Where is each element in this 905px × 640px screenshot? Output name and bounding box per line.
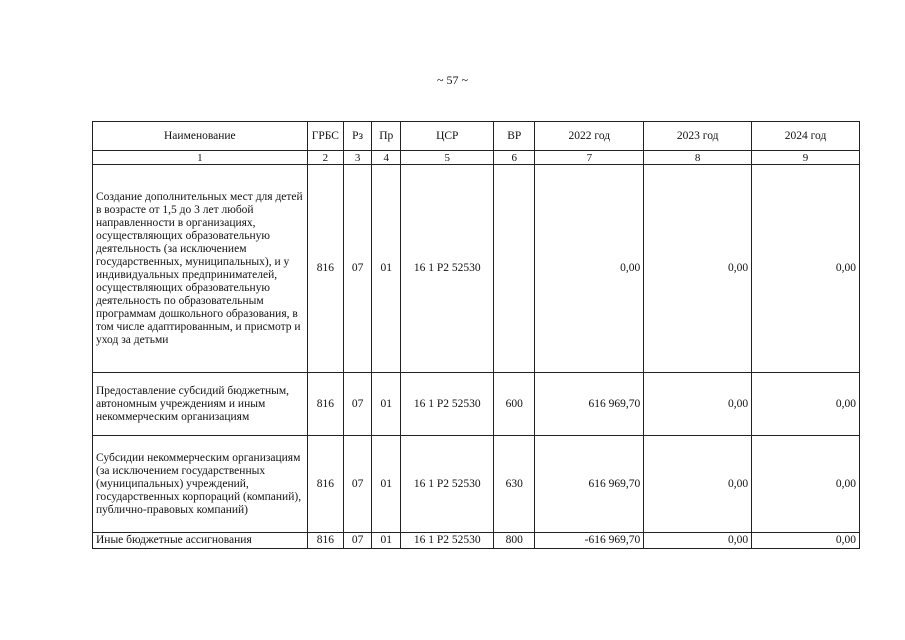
row-2023: 0,00 <box>644 373 752 436</box>
row-pr: 01 <box>372 533 401 549</box>
row-vr: 600 <box>494 373 535 436</box>
row-csr: 16 1 P2 52530 <box>401 436 494 533</box>
column-number: 9 <box>752 151 860 165</box>
column-number: 4 <box>372 151 401 165</box>
budget-table <box>92 121 860 549</box>
row-rz: 07 <box>343 373 371 436</box>
row-pr: 01 <box>372 436 401 533</box>
header-2024: 2024 год <box>752 122 860 151</box>
column-number: 8 <box>644 151 752 165</box>
row-2022: 616 969,70 <box>535 436 644 533</box>
row-rz: 07 <box>343 533 371 549</box>
header-name: Наименование <box>93 122 308 151</box>
page-number: ~ 57 ~ <box>437 73 468 87</box>
table-header-row <box>93 122 860 151</box>
row-csr: 16 1 P2 52530 <box>401 165 494 373</box>
header-pr: Пр <box>372 122 401 151</box>
row-vr: 630 <box>494 436 535 533</box>
row-2024: 0,00 <box>752 533 860 549</box>
row-rz: 07 <box>343 436 371 533</box>
column-number-row <box>93 151 860 165</box>
row-pr: 01 <box>372 165 401 373</box>
column-number: 3 <box>343 151 371 165</box>
row-name: Иные бюджетные ассигнования <box>93 533 308 549</box>
header-vr: ВР <box>494 122 535 151</box>
row-grbs: 816 <box>307 373 343 436</box>
row-vr <box>494 165 535 373</box>
row-name: Субсидии некоммерческим организациям (за исключением государственных (муниципальных) учреждений, государственных корпораций (компаний), публично-правовых компаний) <box>93 436 308 533</box>
row-name: Предоставление субсидий бюджетным, автономным учреждениям и иным некоммерческим организациям <box>93 373 308 436</box>
header-csr: ЦСР <box>401 122 494 151</box>
row-pr: 01 <box>372 373 401 436</box>
row-grbs: 816 <box>307 533 343 549</box>
row-2022: 616 969,70 <box>535 373 644 436</box>
table-row <box>93 436 860 533</box>
row-2023: 0,00 <box>644 533 752 549</box>
column-number: 6 <box>494 151 535 165</box>
header-grbs: ГРБС <box>307 122 343 151</box>
row-grbs: 816 <box>307 436 343 533</box>
row-2023: 0,00 <box>644 165 752 373</box>
row-grbs: 816 <box>307 165 343 373</box>
row-2022: -616 969,70 <box>535 533 644 549</box>
header-2022: 2022 год <box>535 122 644 151</box>
row-2024: 0,00 <box>752 436 860 533</box>
table-row <box>93 533 860 549</box>
table-row <box>93 373 860 436</box>
column-number: 2 <box>307 151 343 165</box>
row-2024: 0,00 <box>752 373 860 436</box>
column-number: 5 <box>401 151 494 165</box>
row-2024: 0,00 <box>752 165 860 373</box>
row-2022: 0,00 <box>535 165 644 373</box>
row-vr: 800 <box>494 533 535 549</box>
row-csr: 16 1 P2 52530 <box>401 533 494 549</box>
row-csr: 16 1 P2 52530 <box>401 373 494 436</box>
table-row <box>93 165 860 373</box>
row-name: Создание дополнительных мест для детей в возрасте от 1,5 до 3 лет любой направленности в организациях, осуществляющих образовательную деятельность (за исключением государственных, муниципальных), и у индивидуальных предпринимателей, осуществляющих образовательную деятельность по образовательным программам дошкольного образования, в том числе адаптированным, и присмотр и уход за детьми <box>93 165 308 373</box>
row-2023: 0,00 <box>644 436 752 533</box>
header-rz: Рз <box>343 122 371 151</box>
header-2023: 2023 год <box>644 122 752 151</box>
row-rz: 07 <box>343 165 371 373</box>
column-number: 7 <box>535 151 644 165</box>
column-number: 1 <box>93 151 308 165</box>
